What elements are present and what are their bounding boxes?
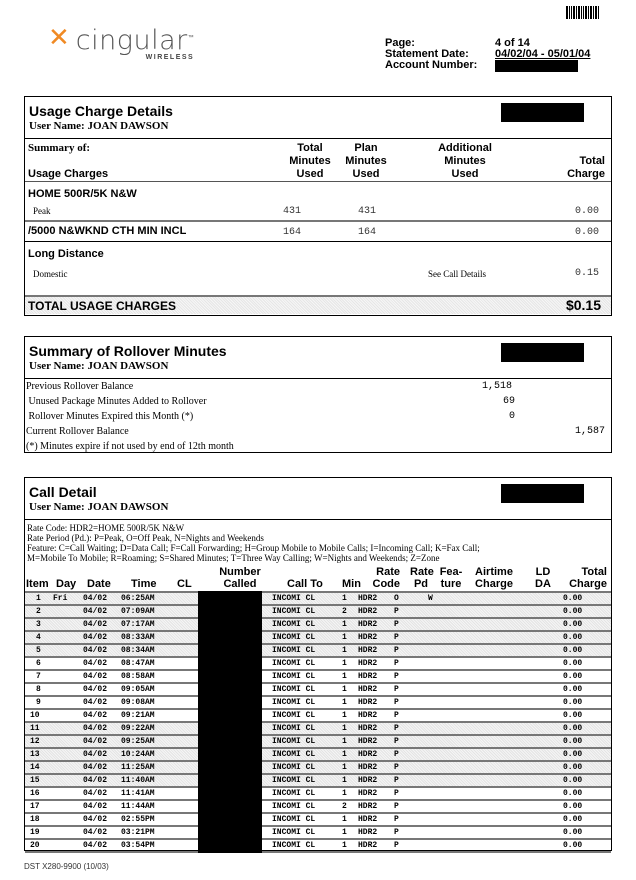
table-row: [25, 669, 611, 682]
call-to-cell: INCOMI CL: [272, 646, 316, 655]
min-cell: 1: [342, 594, 347, 603]
col-total-minutes: Total Minutes Used: [289, 142, 331, 180]
call-to-cell: INCOMI CL: [272, 698, 316, 707]
min-cell: 1: [342, 841, 347, 850]
item-cell: 19: [30, 828, 40, 837]
call-to-cell: INCOMI CL: [272, 607, 316, 616]
min-cell: 1: [342, 737, 347, 746]
date-cell: 04/02: [83, 802, 108, 811]
col-total-charge: Total Charge: [567, 155, 605, 180]
item-cell: 7: [36, 672, 41, 681]
total-charge-cell: 0.00: [563, 646, 583, 655]
time-cell: 02:55PM: [121, 815, 155, 824]
call-to-cell: INCOMI CL: [272, 620, 316, 629]
time-cell: 06:25AM: [121, 594, 155, 603]
total-charge-cell: 0.00: [563, 828, 583, 837]
see-call-details: See Call Details: [428, 269, 486, 279]
table-row: [25, 747, 611, 760]
min-cell: 1: [342, 698, 347, 707]
call-detail: [24, 477, 612, 851]
total-charge-cell: 0.00: [563, 685, 583, 694]
rate-code-cell: HDR2: [358, 672, 378, 681]
item-cell: 5: [36, 646, 41, 655]
item-cell: 16: [30, 789, 40, 798]
min-cell: 1: [342, 776, 347, 785]
rate-code-cell: HDR2: [358, 620, 378, 629]
min-cell: 1: [342, 724, 347, 733]
table-row: [25, 630, 611, 643]
rate-code-cell: HDR2: [358, 685, 378, 694]
section-title: HOME 500R/5K N&W: [28, 188, 137, 200]
date-cell: 04/02: [83, 633, 108, 642]
total-charge-cell: 0.00: [563, 802, 583, 811]
rate-code-cell: HDR2: [358, 698, 378, 707]
rate-code-cell: HDR2: [358, 594, 378, 603]
date-cell: 04/02: [83, 711, 108, 720]
rate-pd-cell: P: [394, 672, 399, 681]
plan-minutes: 431: [358, 206, 377, 217]
date-cell: 04/02: [83, 724, 108, 733]
total-charge-cell: 0.00: [563, 841, 583, 850]
time-cell: 11:25AM: [121, 763, 155, 772]
time-cell: 08:58AM: [121, 672, 155, 681]
call-to-cell: INCOMI CL: [272, 633, 316, 642]
total-charge-cell: 0.00: [563, 594, 583, 603]
time-cell: 09:21AM: [121, 711, 155, 720]
rate-code-cell: HDR2: [358, 633, 378, 642]
total-charge: 0.15: [574, 268, 599, 279]
rate-pd-cell: P: [394, 685, 399, 694]
time-cell: 09:05AM: [121, 685, 155, 694]
item-cell: 20: [30, 841, 40, 850]
total-minutes: 431: [283, 206, 302, 217]
logo-wordmark: cingular: [75, 25, 188, 56]
rollover-row: Rollover Minutes Expired this Month (*) 0: [26, 411, 516, 422]
min-cell: 1: [342, 685, 347, 694]
total-charge: 0.00: [574, 227, 599, 238]
rollover-title: Summary of Rollover Minutes: [29, 343, 227, 359]
rate-pd-cell: P: [394, 737, 399, 746]
call-detail-user-name: User Name: JOAN DAWSON: [29, 501, 169, 513]
time-cell: 08:33AM: [121, 633, 155, 642]
row-label: Peak: [33, 206, 51, 216]
date-cell: 04/02: [83, 789, 108, 798]
time-cell: 09:22AM: [121, 724, 155, 733]
date-cell: 04/02: [83, 620, 108, 629]
total-charge-cell: 0.00: [563, 711, 583, 720]
usage-section-long-distance: [25, 242, 611, 295]
feature-cell: W: [428, 594, 433, 603]
min-cell: 2: [342, 802, 347, 811]
total-charge-cell: 0.00: [563, 750, 583, 759]
call-detail-title: Call Detail: [29, 484, 97, 500]
call-to-cell: INCOMI CL: [272, 802, 316, 811]
rate-pd-cell: P: [394, 620, 399, 629]
item-cell: 11: [30, 724, 40, 733]
total-charge-cell: 0.00: [563, 789, 583, 798]
date-cell: 04/02: [83, 646, 108, 655]
date-cell: 04/02: [83, 776, 108, 785]
barcode: [566, 6, 600, 19]
logo-subtitle: WIRELESS: [145, 54, 195, 61]
total-charge-cell: 0.00: [563, 698, 583, 707]
rate-pd-cell: P: [394, 659, 399, 668]
rate-code-cell: HDR2: [358, 763, 378, 772]
date-cell: 04/02: [83, 594, 108, 603]
time-cell: 11:44AM: [121, 802, 155, 811]
rate-pd-cell: P: [394, 763, 399, 772]
col-plan-minutes: Plan Minutes Used: [345, 142, 387, 180]
item-cell: 10: [30, 711, 40, 720]
rollover-row: Previous Rollover Balance 1,518: [26, 381, 513, 392]
call-to-cell: INCOMI CL: [272, 672, 316, 681]
total-charge-cell: 0.00: [563, 633, 583, 642]
total-charge-cell: 0.00: [563, 776, 583, 785]
table-row: [25, 734, 611, 747]
total-charge-cell: 0.00: [563, 724, 583, 733]
item-cell: 6: [36, 659, 41, 668]
rate-code-cell: HDR2: [358, 646, 378, 655]
rate-code-cell: HDR2: [358, 776, 378, 785]
call-to-cell: INCOMI CL: [272, 776, 316, 785]
date-cell: 04/02: [83, 815, 108, 824]
table-row: [25, 643, 611, 656]
rate-code-cell: HDR2: [358, 724, 378, 733]
time-cell: 03:54PM: [121, 841, 155, 850]
time-cell: 08:47AM: [121, 659, 155, 668]
day-cell: Fri: [53, 594, 68, 603]
date-cell: 04/02: [83, 685, 108, 694]
rate-pd-cell: P: [394, 633, 399, 642]
statement-header-info: [385, 38, 590, 72]
table-row: [25, 760, 611, 773]
total-charge-cell: 0.00: [563, 763, 583, 772]
min-cell: 1: [342, 620, 347, 629]
usage-charge-details: [24, 96, 612, 316]
rollover-row: Unused Package Minutes Added to Rollover 69: [26, 396, 516, 407]
time-cell: 11:41AM: [121, 789, 155, 798]
item-cell: 13: [30, 750, 40, 759]
item-cell: 18: [30, 815, 40, 824]
call-to-cell: INCOMI CL: [272, 789, 316, 798]
table-row: [25, 656, 611, 669]
table-row: [25, 799, 611, 812]
table-row: [25, 617, 611, 630]
table-row: [25, 773, 611, 786]
table-row: [25, 721, 611, 734]
rate-pd-cell: P: [394, 607, 399, 616]
col-summary-of: Summary of:: [28, 142, 91, 154]
call-to-cell: INCOMI CL: [272, 841, 316, 850]
phone-number-redacted: [501, 103, 584, 122]
total-charge-cell: 0.00: [563, 737, 583, 746]
item-cell: 1: [36, 594, 41, 603]
rate-code-cell: HDR2: [358, 828, 378, 837]
rate-pd-cell: P: [394, 724, 399, 733]
statement-date-label: Statement Date:: [385, 48, 469, 60]
rate-code-cell: HDR2: [358, 750, 378, 759]
time-cell: 09:25AM: [121, 737, 155, 746]
plan-minutes: 164: [358, 227, 377, 238]
rollover-row: Current Rollover Balance 1,587: [26, 426, 605, 437]
call-to-cell: INCOMI CL: [272, 737, 316, 746]
min-cell: 1: [342, 828, 347, 837]
date-cell: 04/02: [83, 672, 108, 681]
time-cell: 11:40AM: [121, 776, 155, 785]
table-row: [25, 825, 611, 838]
total-usage-label: TOTAL USAGE CHARGES: [28, 299, 177, 313]
total-charge-cell: 0.00: [563, 620, 583, 629]
usage-title: Usage Charge Details: [29, 103, 173, 119]
item-cell: 3: [36, 620, 41, 629]
rate-pd-cell: P: [394, 828, 399, 837]
call-detail-column-headers: Item Day Date Time CL Number Called Call To Min Rate Code Rate Pd Fea- ture Airtime Charge LD DA Total Charge: [26, 566, 607, 590]
trademark: ™: [187, 34, 195, 41]
call-to-cell: INCOMI CL: [272, 750, 316, 759]
min-cell: 1: [342, 659, 347, 668]
cingular-jack-icon: ✕: [48, 23, 70, 53]
call-detail-legend: Rate Code: HDR2=HOME 500R/5K N&W Rate Period (Pd.): P=Peak, O=Off Peak, N=Nights and Weekends Feature: C=Call Waiting; D=Data Call; F=Call Forwarding; H=Group Mobile to Mobile Calls; I=Incoming Call; K=Fax Call; M=Mobile To Mobile; R=Roaming; S=Shared Minutes; T=Three Way Calling; W=Nights and Weekends; Z=Zone: [27, 523, 480, 563]
phone-number-redacted: [501, 484, 584, 503]
min-cell: 1: [342, 672, 347, 681]
account-number-label: Account Number:: [385, 59, 478, 71]
table-row: [25, 708, 611, 721]
item-cell: 2: [36, 607, 41, 616]
time-cell: 07:09AM: [121, 607, 155, 616]
call-to-cell: INCOMI CL: [272, 815, 316, 824]
rate-pd-cell: P: [394, 802, 399, 811]
number-called-redacted: [198, 838, 262, 853]
total-charge-cell: 0.00: [563, 815, 583, 824]
account-number-redacted: [495, 60, 578, 72]
date-cell: 04/02: [83, 737, 108, 746]
rate-code-cell: HDR2: [358, 659, 378, 668]
rate-code-cell: HDR2: [358, 841, 378, 850]
time-cell: 07:17AM: [121, 620, 155, 629]
page-value: 4 of 14: [495, 37, 530, 49]
rate-pd-cell: P: [394, 711, 399, 720]
total-usage-value: $0.15: [565, 297, 601, 313]
table-row: [25, 786, 611, 799]
section-title: /5000 N&WKND CTH MIN INCL: [28, 225, 187, 237]
statement-date-value: 04/02/04 - 05/01/04: [495, 48, 591, 60]
total-charge: 0.00: [574, 206, 599, 217]
call-to-cell: INCOMI CL: [272, 659, 316, 668]
rollover-summary: [24, 336, 612, 453]
total-charge-cell: 0.00: [563, 672, 583, 681]
usage-column-headers: [25, 139, 611, 182]
row-label: Domestic: [33, 269, 68, 279]
call-to-cell: INCOMI CL: [272, 711, 316, 720]
table-row: [25, 695, 611, 708]
date-cell: 04/02: [83, 659, 108, 668]
time-cell: 10:24AM: [121, 750, 155, 759]
call-to-cell: INCOMI CL: [272, 685, 316, 694]
rollover-note: (*) Minutes expire if not used by end of 12th month: [26, 441, 234, 452]
item-cell: 15: [30, 776, 40, 785]
call-to-cell: INCOMI CL: [272, 724, 316, 733]
time-cell: 08:34AM: [121, 646, 155, 655]
date-cell: 04/02: [83, 750, 108, 759]
table-row: [25, 812, 611, 825]
item-cell: 4: [36, 633, 41, 642]
table-row: [25, 682, 611, 695]
rate-pd-cell: P: [394, 789, 399, 798]
item-cell: 14: [30, 763, 40, 772]
rate-pd-cell: P: [394, 776, 399, 785]
rate-pd-cell: P: [394, 750, 399, 759]
item-cell: 8: [36, 685, 41, 694]
usage-section-nwknd: [25, 222, 611, 242]
date-cell: 04/02: [83, 763, 108, 772]
rate-pd-cell: P: [394, 815, 399, 824]
date-cell: 04/02: [83, 841, 108, 850]
total-minutes: 164: [283, 227, 302, 238]
call-to-cell: INCOMI CL: [272, 828, 316, 837]
form-code: DST X280-9900 (10/03): [24, 862, 109, 871]
rate-pd-cell: P: [394, 646, 399, 655]
rate-pd-cell: P: [394, 698, 399, 707]
cingular-logo: [48, 23, 195, 61]
total-usage-charges-row: [25, 295, 611, 314]
col-usage-charges: Usage Charges: [28, 168, 109, 180]
table-row: [25, 591, 611, 604]
rollover-user-name: User Name: JOAN DAWSON: [29, 360, 169, 372]
date-cell: 04/02: [83, 607, 108, 616]
usage-user-name: User Name: JOAN DAWSON: [29, 120, 169, 132]
total-charge-cell: 0.00: [563, 659, 583, 668]
item-cell: 17: [30, 802, 40, 811]
total-charge-cell: 0.00: [563, 607, 583, 616]
min-cell: 1: [342, 789, 347, 798]
min-cell: 2: [342, 607, 347, 616]
min-cell: 1: [342, 646, 347, 655]
min-cell: 1: [342, 633, 347, 642]
date-cell: 04/02: [83, 828, 108, 837]
min-cell: 1: [342, 815, 347, 824]
table-row: [25, 604, 611, 617]
item-cell: 9: [36, 698, 41, 707]
item-cell: 12: [30, 737, 40, 746]
call-detail-rows: [25, 591, 611, 853]
min-cell: 1: [342, 711, 347, 720]
usage-section-home: [25, 182, 611, 222]
rate-code-cell: HDR2: [358, 711, 378, 720]
min-cell: 1: [342, 763, 347, 772]
col-additional-minutes: Additional Minutes Used: [438, 142, 492, 180]
rate-pd-cell: O: [394, 594, 399, 603]
table-row: [25, 838, 611, 851]
rate-code-cell: HDR2: [358, 789, 378, 798]
date-cell: 04/02: [83, 698, 108, 707]
page-label: Page:: [385, 37, 415, 49]
time-cell: 03:21PM: [121, 828, 155, 837]
rate-code-cell: HDR2: [358, 737, 378, 746]
call-to-cell: INCOMI CL: [272, 763, 316, 772]
rate-code-cell: HDR2: [358, 802, 378, 811]
time-cell: 09:08AM: [121, 698, 155, 707]
rate-pd-cell: P: [394, 841, 399, 850]
rate-code-cell: HDR2: [358, 815, 378, 824]
phone-number-redacted: [501, 343, 584, 362]
min-cell: 1: [342, 750, 347, 759]
call-to-cell: INCOMI CL: [272, 594, 316, 603]
rate-code-cell: HDR2: [358, 607, 378, 616]
section-title: Long Distance: [28, 248, 104, 260]
